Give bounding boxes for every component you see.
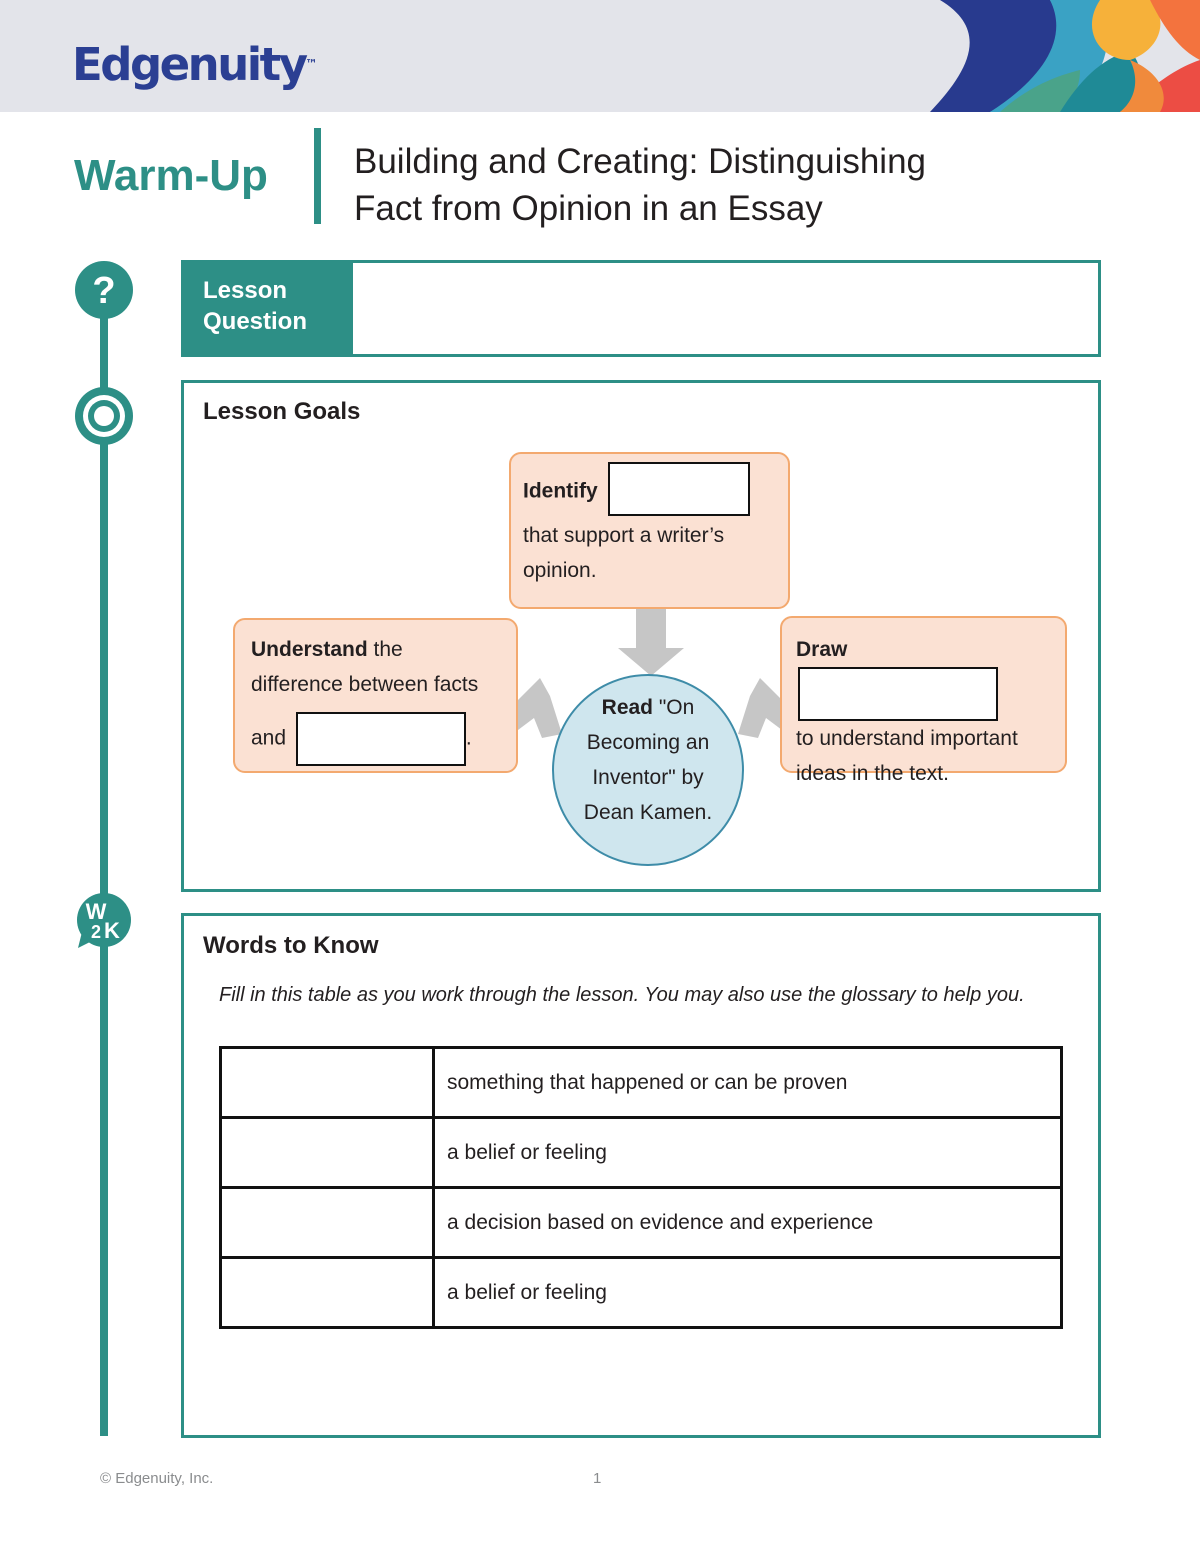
- logo-text: Edgenuity: [72, 38, 306, 91]
- svg-text:2: 2: [90, 922, 102, 942]
- understand-line-3: [251, 712, 500, 766]
- words-to-know-instructions: Fill in this table as you work through the lesson. You may also use the glossary to help you.: [219, 984, 1025, 1006]
- definition-cell: a belief or feeling: [434, 1258, 1062, 1328]
- title-divider: [314, 128, 321, 224]
- understand-text-3: and: [251, 726, 287, 750]
- table-row: [221, 1118, 1062, 1188]
- table-row: [221, 1188, 1062, 1258]
- term-cell[interactable]: [221, 1188, 434, 1258]
- understand-blank-field[interactable]: [296, 712, 466, 766]
- page-title-line-2: Fact from Opinion in an Essay: [354, 189, 823, 228]
- term-cell[interactable]: [221, 1118, 434, 1188]
- words-to-know-table: [219, 1046, 1063, 1329]
- goal-circle-read: [552, 674, 744, 866]
- table-row: [221, 1048, 1062, 1118]
- identify-blank-field[interactable]: [608, 462, 750, 516]
- goal-card-identify: [509, 452, 790, 609]
- draw-blank-field[interactable]: [798, 667, 998, 721]
- w2k-speech-bubble-icon: [74, 892, 134, 952]
- target-icon: [74, 386, 134, 446]
- page-title: [354, 138, 1054, 232]
- term-cell[interactable]: [221, 1048, 434, 1118]
- goal-card-draw: [780, 616, 1067, 785]
- lesson-question-label-line-1: Lesson: [203, 277, 288, 304]
- table-row: [221, 1258, 1062, 1328]
- understand-text-1: the: [367, 638, 403, 661]
- footer-page-number: 1: [593, 1470, 602, 1487]
- timeline-line: [100, 290, 108, 1436]
- words-to-know-title: Words to Know: [203, 932, 379, 959]
- svg-text:?: ?: [92, 270, 116, 312]
- understand-verb: Understand: [251, 638, 368, 661]
- understand-period: .: [465, 726, 472, 750]
- edgenuity-logo: [72, 38, 318, 91]
- understand-text-2: difference between facts: [251, 673, 479, 696]
- lesson-goals-title: Lesson Goals: [203, 398, 361, 425]
- lesson-question-label-line-2: Question: [203, 308, 308, 335]
- svg-text:K: K: [104, 918, 120, 943]
- identify-text: that support a writer’s opinion.: [523, 524, 725, 582]
- lesson-question-label: [181, 260, 353, 357]
- decorative-petals: [930, 0, 1200, 112]
- svg-text:W: W: [85, 899, 107, 924]
- page-title-line-1: Building and Creating: Distinguishing: [354, 142, 927, 181]
- goal-card-understand: [233, 618, 518, 773]
- draw-line: [796, 632, 1051, 721]
- section-label: Warm-Up: [74, 151, 268, 200]
- read-verb: Read: [601, 696, 654, 719]
- logo-trademark: ™: [305, 57, 318, 71]
- left-arrow-icon: [738, 678, 782, 738]
- definition-cell: a decision based on evidence and experience: [434, 1188, 1062, 1258]
- term-cell[interactable]: [221, 1258, 434, 1328]
- footer-copyright: © Edgenuity, Inc.: [100, 1470, 214, 1487]
- definition-cell: a belief or feeling: [434, 1118, 1062, 1188]
- draw-text: to understand important ideas in the text.: [796, 727, 1018, 785]
- identify-verb: Identify: [523, 479, 598, 503]
- header-band: [0, 0, 1200, 112]
- read-text: "On Becoming an Inventor" by Dean Kamen.: [583, 696, 713, 824]
- draw-verb: Draw: [796, 638, 848, 661]
- identify-line: [523, 468, 776, 516]
- question-mark-icon: [74, 260, 134, 320]
- understand-line-1: [251, 632, 500, 667]
- definition-cell: something that happened or can be proven: [434, 1048, 1062, 1118]
- down-arrow-icon: [618, 608, 684, 676]
